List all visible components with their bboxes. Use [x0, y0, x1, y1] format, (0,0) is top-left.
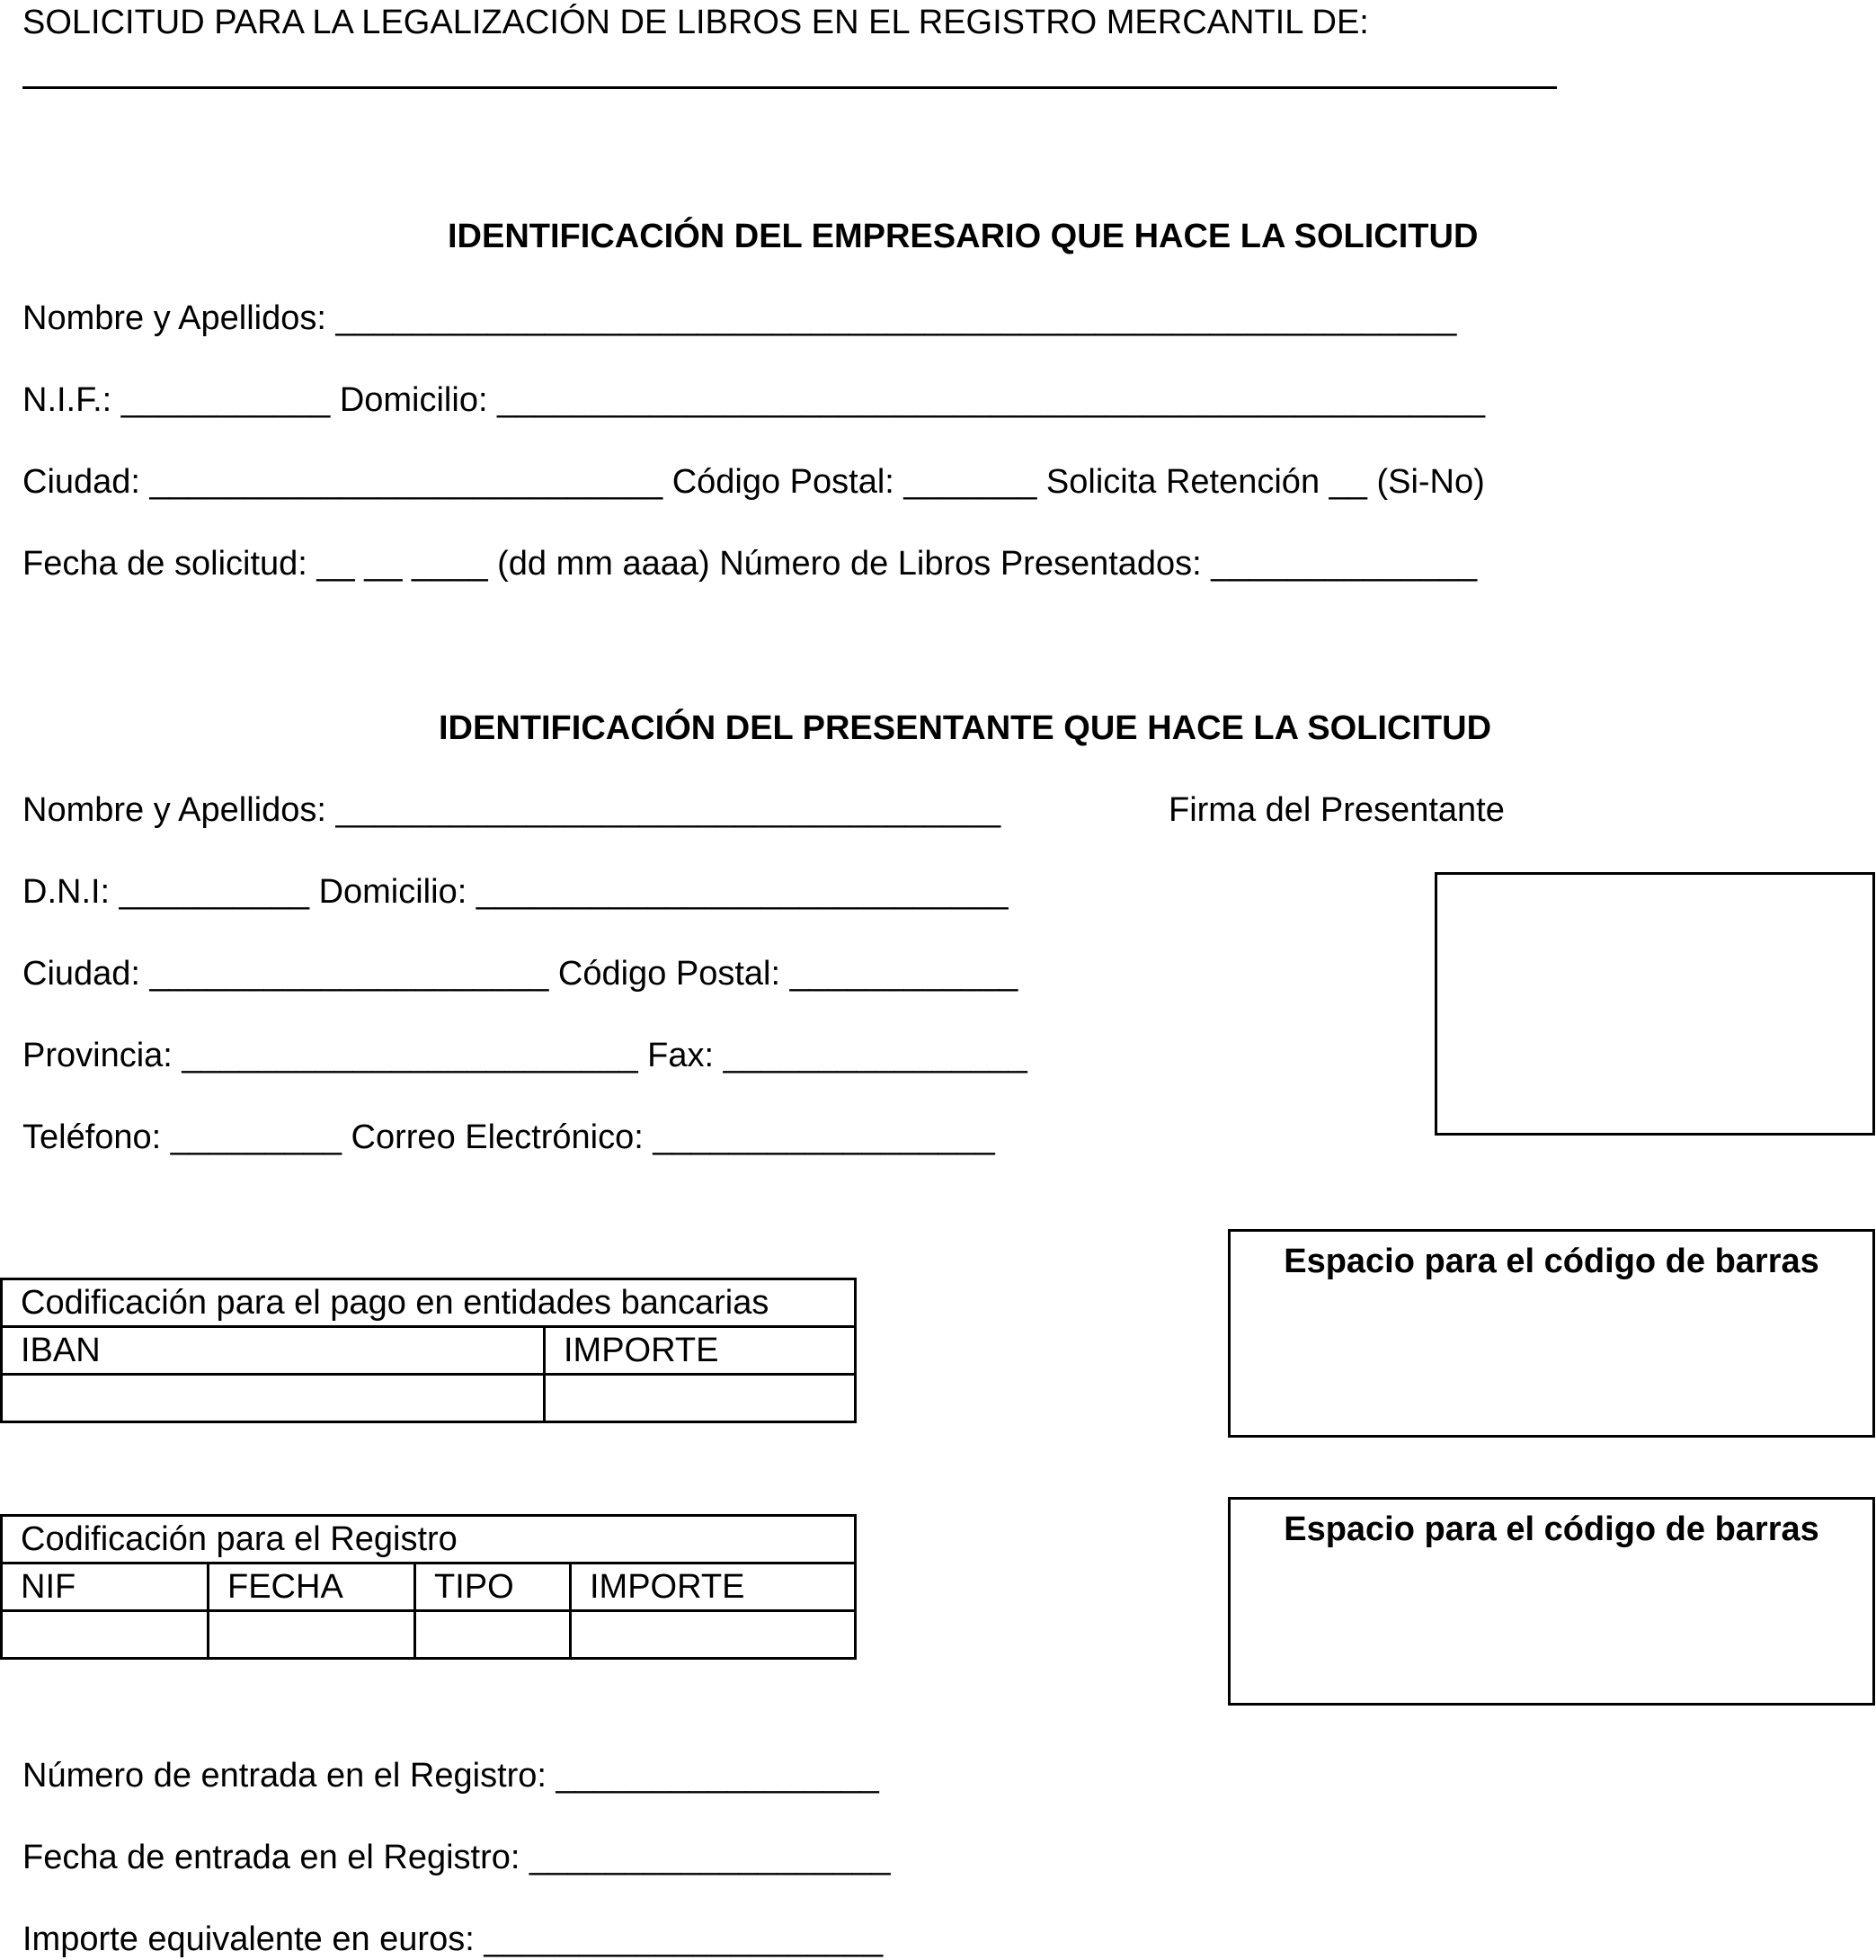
fecha-entrada-line[interactable]: Fecha de entrada en el Registro: ___________________ — [22, 1839, 891, 1876]
pago-header-iban: IBAN — [2, 1327, 545, 1375]
registro-header-tipo: TIPO — [415, 1564, 571, 1611]
signature-box[interactable] — [1435, 872, 1875, 1136]
presentante-heading: IDENTIFICACIÓN DEL PRESENTANTE QUE HACE LA SOLICITUD — [439, 709, 1492, 747]
pago-importe-cell[interactable] — [545, 1375, 856, 1422]
empresario-nombre-line[interactable]: Nombre y Apellidos: ___________________________________________________________ — [22, 299, 1457, 337]
registro-mercantil-underline[interactable] — [22, 86, 1557, 89]
presentante-ciudad-cp-line[interactable]: Ciudad: _____________________ Código Postal: ____________ — [22, 955, 1018, 993]
pago-iban-cell[interactable] — [2, 1375, 545, 1422]
firma-presentante-label: Firma del Presentante — [1169, 791, 1505, 829]
registro-fecha-cell[interactable] — [209, 1611, 415, 1659]
empresario-heading: IDENTIFICACIÓN DEL EMPRESARIO QUE HACE LA SOLICITUD — [448, 218, 1479, 255]
registro-table-title: Codificación para el Registro — [2, 1516, 856, 1564]
presentante-dni-domicilio-line[interactable]: D.N.I: __________ Domicilio: ____________________________ — [22, 873, 1009, 911]
empresario-ciudad-cp-retencion-line[interactable]: Ciudad: ___________________________ Código Postal: _______ Solicita Retención __ (Si-No) — [22, 463, 1485, 501]
presentante-provincia-fax-line[interactable]: Provincia: ________________________ Fax: ________________ — [22, 1037, 1027, 1074]
pago-table-title: Codificación para el pago en entidades bancarias — [2, 1279, 856, 1327]
registro-nif-cell[interactable] — [2, 1611, 209, 1659]
registro-table — [0, 1514, 857, 1660]
pago-header-importe: IMPORTE — [545, 1327, 856, 1375]
barcode-box-2 — [1228, 1497, 1875, 1706]
registro-importe-cell[interactable] — [571, 1611, 856, 1659]
empresario-fecha-libros-line[interactable]: Fecha de solicitud: __ __ ____ (dd mm aaaa) Número de Libros Presentados: ______________ — [22, 545, 1478, 583]
form-title: SOLICITUD PARA LA LEGALIZACIÓN DE LIBROS EN EL REGISTRO MERCANTIL DE: — [22, 4, 1369, 41]
barcode-box-1-title: Espacio para el código de barras — [1284, 1243, 1819, 1280]
importe-euros-line[interactable]: Importe equivalente en euros: _____________________ — [22, 1920, 884, 1958]
numero-entrada-line[interactable]: Número de entrada en el Registro: _________________ — [22, 1757, 879, 1795]
presentante-telefono-correo-line[interactable]: Teléfono: _________ Correo Electrónico: __________________ — [22, 1118, 995, 1156]
registro-header-importe: IMPORTE — [571, 1564, 856, 1611]
barcode-box-2-title: Espacio para el código de barras — [1284, 1510, 1819, 1548]
empresario-nif-domicilio-line[interactable]: N.I.F.: ___________ Domicilio: ____________________________________________________ — [22, 381, 1486, 419]
barcode-box-1 — [1228, 1229, 1875, 1438]
registro-header-fecha: FECHA — [209, 1564, 415, 1611]
registro-header-nif: NIF — [2, 1564, 209, 1611]
presentante-nombre-line[interactable]: Nombre y Apellidos: ___________________________________ — [22, 791, 1001, 829]
registro-tipo-cell[interactable] — [415, 1611, 571, 1659]
pago-table — [0, 1278, 857, 1423]
